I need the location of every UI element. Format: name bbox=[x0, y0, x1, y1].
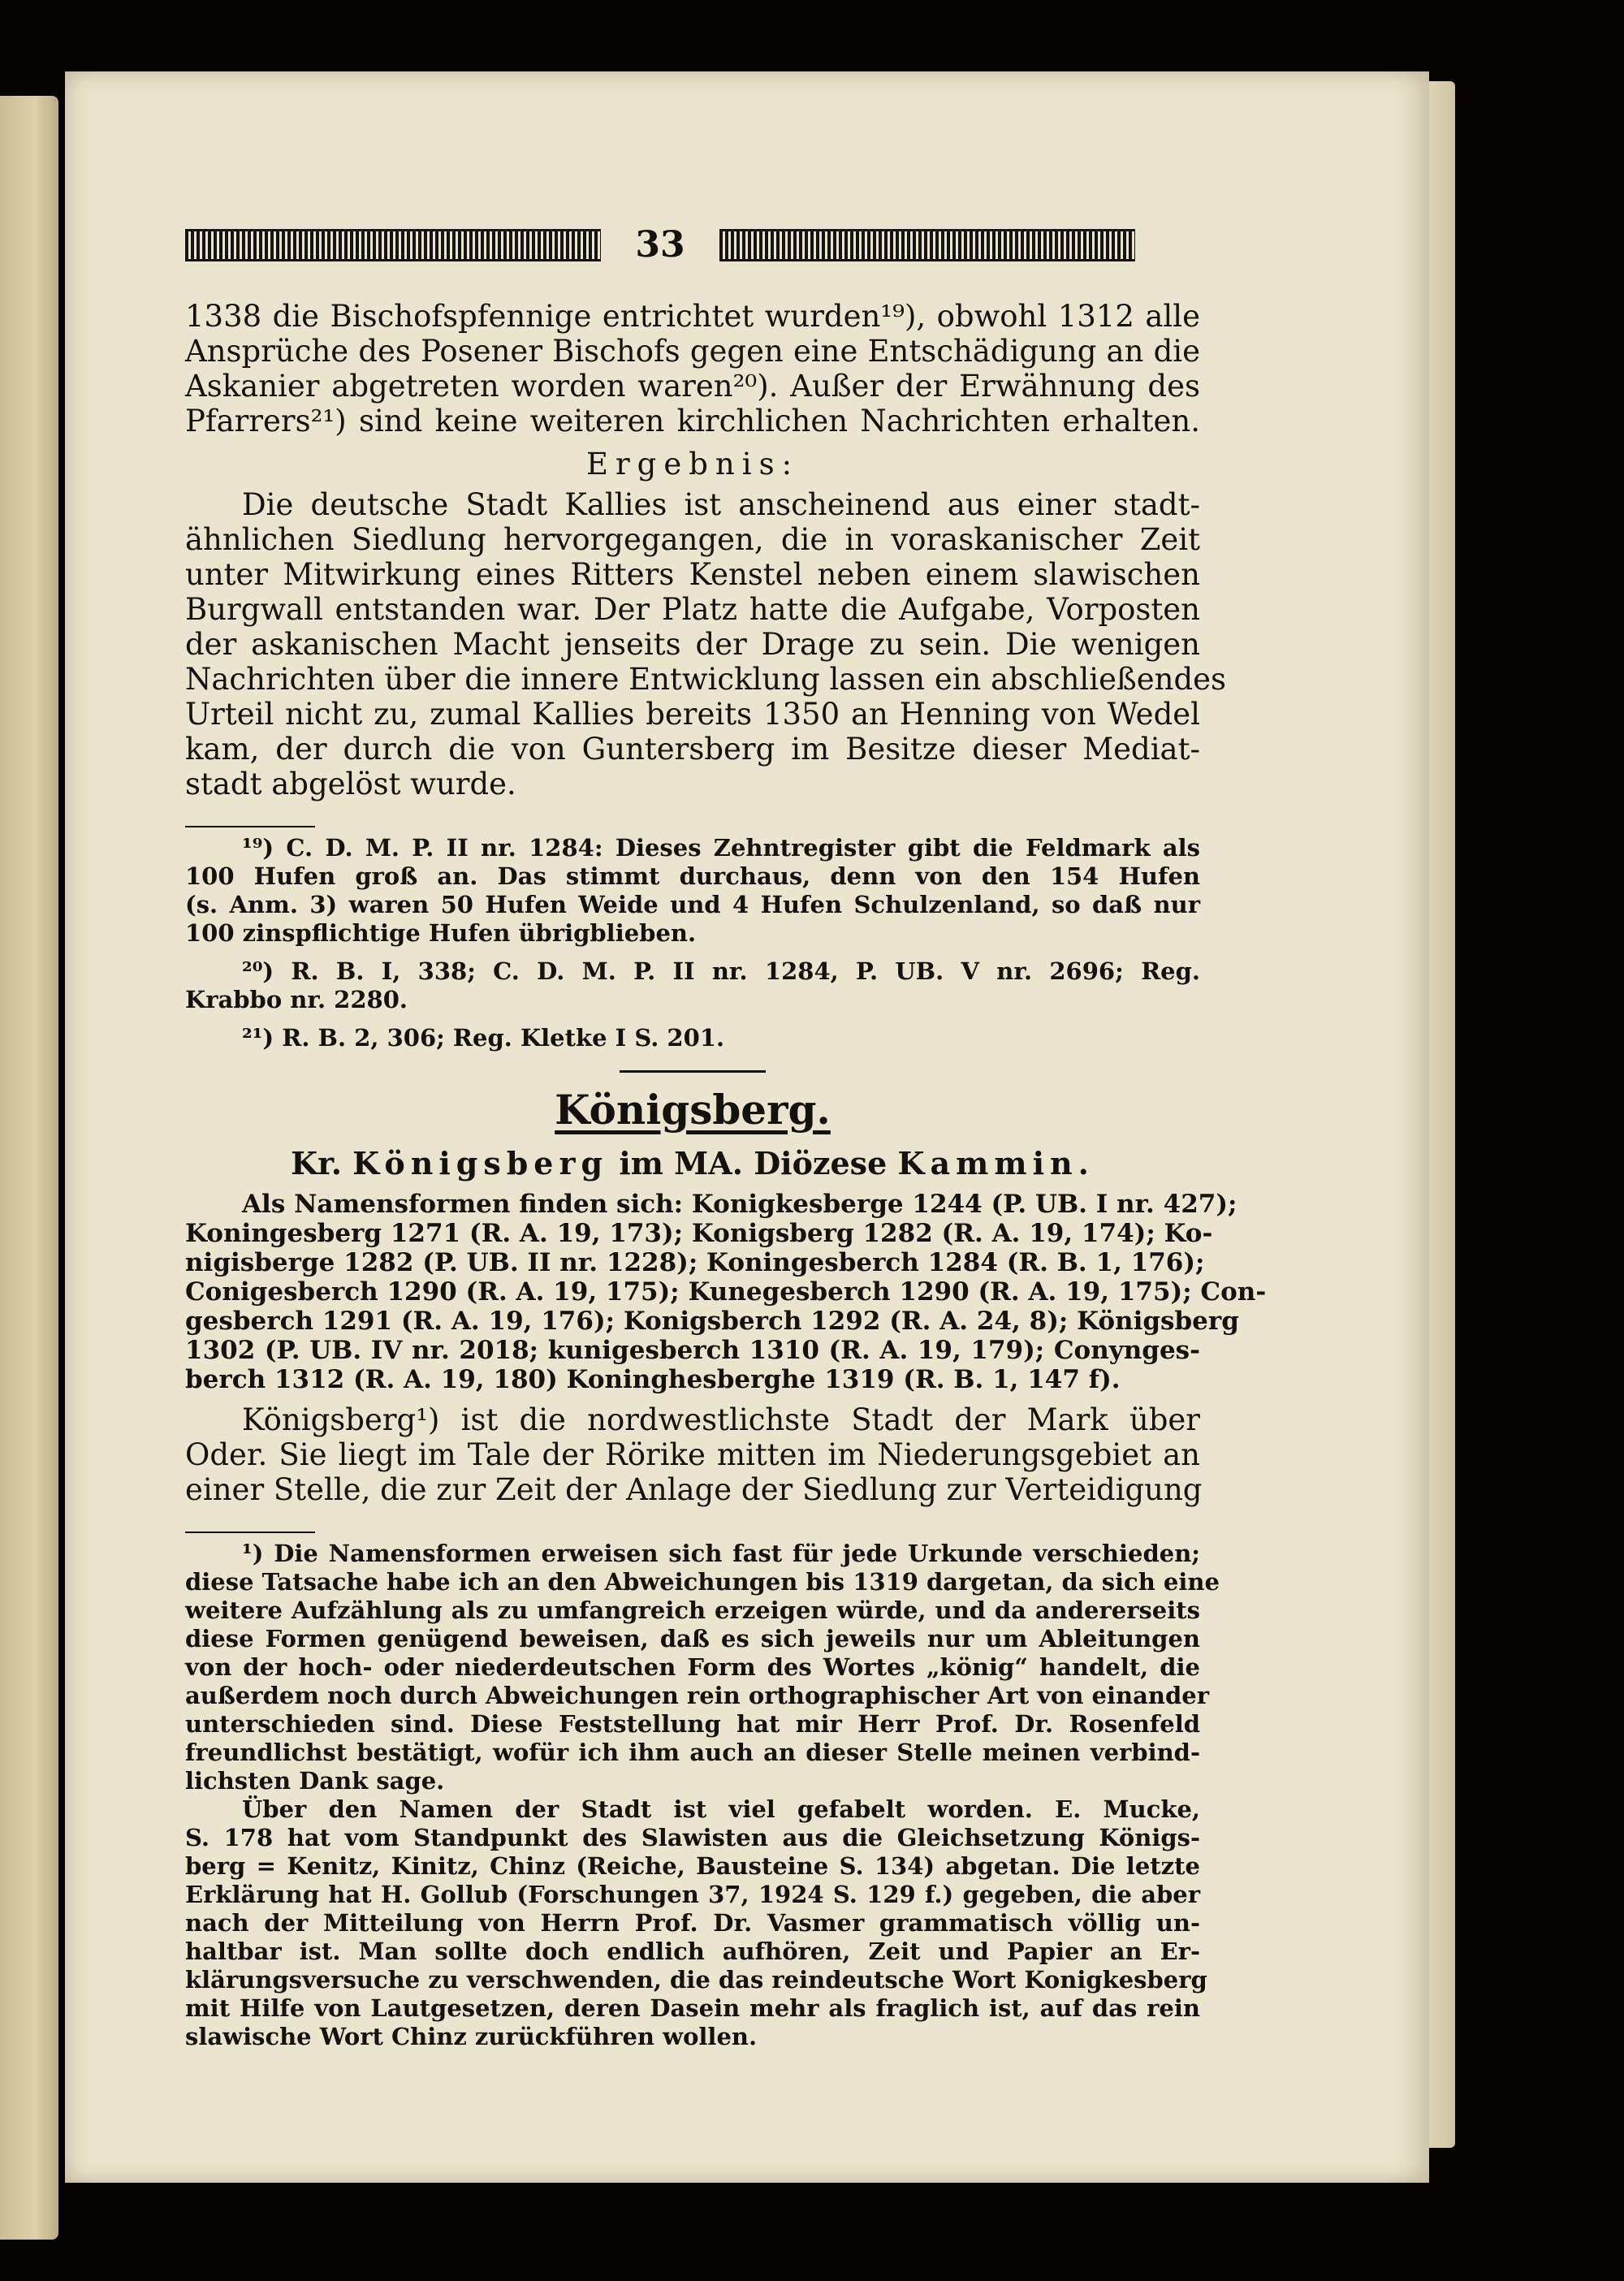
footnote-line: Krabbo nr. 2280. bbox=[185, 986, 408, 1013]
footnote-line: ¹⁹) C. D. M. P. II nr. 1284: Dieses Zehntregister gibt die Feldmark als bbox=[242, 834, 1200, 862]
subtitle-town: Königsberg bbox=[352, 1145, 609, 1182]
text-line: Askanier abgetreten worden waren²⁰). Außer der Erwähnung des bbox=[185, 369, 1200, 404]
header-ornament-right bbox=[719, 229, 1135, 261]
text-line: nigisberge 1282 (P. UB. II nr. 1228); Koningesberch 1284 (R. B. 1, 176); bbox=[185, 1248, 1205, 1277]
text-line: Nachrichten über die innere Entwicklung lassen ein abschließendes bbox=[185, 662, 1227, 697]
text-line: stadt abgelöst wurde. bbox=[185, 767, 516, 801]
footnotes-bottom bbox=[185, 1540, 1220, 2051]
footnote-line: mit Hilfe von Lautgesetzen, deren Dasein mehr als fraglich ist, auf das rein bbox=[185, 1994, 1200, 2022]
text-line: Urteil nicht zu, zumal Kallies bereits 1350 an Henning von Wedel bbox=[185, 697, 1200, 732]
footnote-line: ²¹) R. B. 2, 306; Reg. Kletke I S. 201. bbox=[242, 1024, 725, 1052]
name-forms-paragraph bbox=[185, 1190, 1267, 1394]
footnote-line: 100 Hufen groß an. Das stimmt durchaus, denn von den 154 Hufen bbox=[185, 862, 1200, 890]
footnote-line: (s. Anm. 3) waren 50 Hufen Weide und 4 Hufen Schulzenland, so daß nur bbox=[185, 891, 1200, 918]
text-line: einer Stelle, die zur Zeit der Anlage der Siedlung zur Verteidigung bbox=[185, 1472, 1203, 1507]
page-content bbox=[185, 299, 1267, 2051]
footnote-line: unterschieden sind. Diese Feststellung hat mir Herr Prof. Dr. Rosenfeld bbox=[185, 1710, 1200, 1738]
footnote-line: weitere Aufzählung als zu umfangreich erzeigen würde, und da andererseits bbox=[185, 1596, 1200, 1624]
footnote-rule bbox=[185, 826, 315, 827]
section-divider bbox=[620, 1070, 766, 1073]
footnote-line: diese Formen genügend beweisen, daß es sich jeweils nur um Ableitungen bbox=[185, 1625, 1200, 1652]
facing-page-edge bbox=[0, 96, 58, 2240]
text-line: der askanischen Macht jenseits der Drage zu sein. Die wenigen bbox=[185, 627, 1200, 662]
footnote-line: berg = Kenitz, Kinitz, Chinz (Reiche, Bausteine S. 134) abgetan. Die letzte bbox=[185, 1852, 1200, 1880]
footnote-line: klärungsversuche zu verschwenden, die das reindeutsche Wort Konigkesberg bbox=[185, 1966, 1207, 1994]
text-line: ähnlichen Siedlung hervorgegangen, die in voraskanischer Zeit bbox=[185, 522, 1200, 557]
closing-paragraph bbox=[185, 1402, 1203, 1507]
footnote-line: S. 178 hat vom Standpunkt des Slawisten aus die Gleichsetzung Königs- bbox=[185, 1824, 1200, 1851]
section-title: Königsberg. bbox=[555, 1086, 831, 1134]
subtitle-kr: Kr. bbox=[291, 1145, 342, 1182]
text-line: Pfarrers²¹) sind keine weiteren kirchlichen Nachrichten erhalten. bbox=[185, 404, 1200, 438]
footnote-line: Über den Namen der Stadt ist viel gefabelt worden. E. Mucke, bbox=[242, 1795, 1200, 1823]
footnote-line: außerdem noch durch Abweichungen rein orthographischer Art von einander bbox=[185, 1682, 1209, 1709]
text-line: Oder. Sie liegt im Tale der Rörike mitten im Niederungsgebiet an bbox=[185, 1437, 1200, 1472]
book-page bbox=[65, 71, 1429, 2183]
section-subtitle bbox=[185, 1143, 1200, 1185]
header-ornament-left bbox=[185, 229, 601, 261]
footnote-line: ¹) Die Namensformen erweisen sich fast für jede Urkunde verschieden; bbox=[242, 1540, 1200, 1567]
result-paragraph bbox=[185, 487, 1227, 801]
text-line: unter Mitwirkung eines Ritters Kenstel neben einem slawischen bbox=[185, 557, 1200, 592]
text-line: Conigesberch 1290 (R. A. 19, 175); Kunegesberch 1290 (R. A. 19, 175); Con- bbox=[185, 1277, 1267, 1307]
text-line: Ansprüche des Posener Bischofs gegen eine Entschädigung an die bbox=[185, 334, 1200, 369]
text-line: Koningesberg 1271 (R. A. 19, 173); Konigsberg 1282 (R. A. 19, 174); Ko- bbox=[185, 1219, 1213, 1248]
footnote-line: Erklärung hat H. Gollub (Forschungen 37, 1924 S. 129 f.) gegeben, die aber bbox=[185, 1881, 1200, 1908]
footnote-line: nach der Mitteilung von Herrn Prof. Dr. Vasmer grammatisch völlig un- bbox=[185, 1909, 1200, 1937]
subtitle-diocese: Kammin. bbox=[897, 1145, 1095, 1182]
footnote-line: slawische Wort Chinz zurückführen wollen. bbox=[185, 2023, 758, 2050]
text-line: 1302 (P. UB. IV nr. 2018; kunigesberch 1310 (R. A. 19, 179); Conynges- bbox=[185, 1336, 1200, 1365]
text-line: Als Namensformen finden sich: Konigkesberge 1244 (P. UB. I nr. 427); bbox=[242, 1190, 1237, 1219]
footnote-line: 100 zinspflichtige Hufen übrigblieben. bbox=[185, 919, 697, 947]
text-line: Burgwall entstanden war. Der Platz hatte die Aufgabe, Vorposten bbox=[185, 592, 1200, 627]
result-heading: Ergebnis: bbox=[585, 447, 800, 482]
footnote-line: ²⁰) R. B. I, 338; C. D. M. P. II nr. 1284, P. UB. V nr. 2696; Reg. bbox=[242, 957, 1200, 985]
intro-paragraph bbox=[185, 299, 1200, 438]
text-line: Die deutsche Stadt Kallies ist anscheinend aus einer stadt- bbox=[242, 487, 1200, 522]
subtitle-mid: im MA. Diözese bbox=[619, 1145, 888, 1182]
footnote-line: diese Tatsache habe ich an den Abweichungen bis 1319 dargetan, da sich eine bbox=[185, 1568, 1220, 1596]
text-line: berch 1312 (R. A. 19, 180) Koninghesberghe 1319 (R. B. 1, 147 f). bbox=[185, 1365, 1121, 1394]
page-number: 33 bbox=[635, 224, 685, 266]
text-line: kam, der durch die von Guntersberg im Besitze dieser Mediat- bbox=[185, 732, 1200, 767]
footnote-line: freundlichst bestätigt, wofür ich ihm auch an dieser Stelle meinen verbind- bbox=[185, 1739, 1200, 1766]
text-line: Königsberg¹) ist die nordwestlichste Stadt der Mark über bbox=[242, 1402, 1200, 1437]
page-header bbox=[185, 221, 1200, 270]
text-line: gesberch 1291 (R. A. 19, 176); Konigsberch 1292 (R. A. 24, 8); Königsberg bbox=[185, 1307, 1239, 1336]
footnote-line: haltbar ist. Man sollte doch endlich aufhören, Zeit und Papier an Er- bbox=[185, 1938, 1200, 1965]
footnote-rule bbox=[185, 1531, 315, 1533]
footnotes-top bbox=[185, 834, 1200, 1052]
text-line: 1338 die Bischofspfennige entrichtet wurden¹⁹), obwohl 1312 alle bbox=[185, 299, 1200, 334]
footnote-line: von der hoch- oder niederdeutschen Form des Wortes „könig“ handelt, die bbox=[185, 1653, 1200, 1681]
footnote-line: lichsten Dank sage. bbox=[185, 1767, 445, 1795]
